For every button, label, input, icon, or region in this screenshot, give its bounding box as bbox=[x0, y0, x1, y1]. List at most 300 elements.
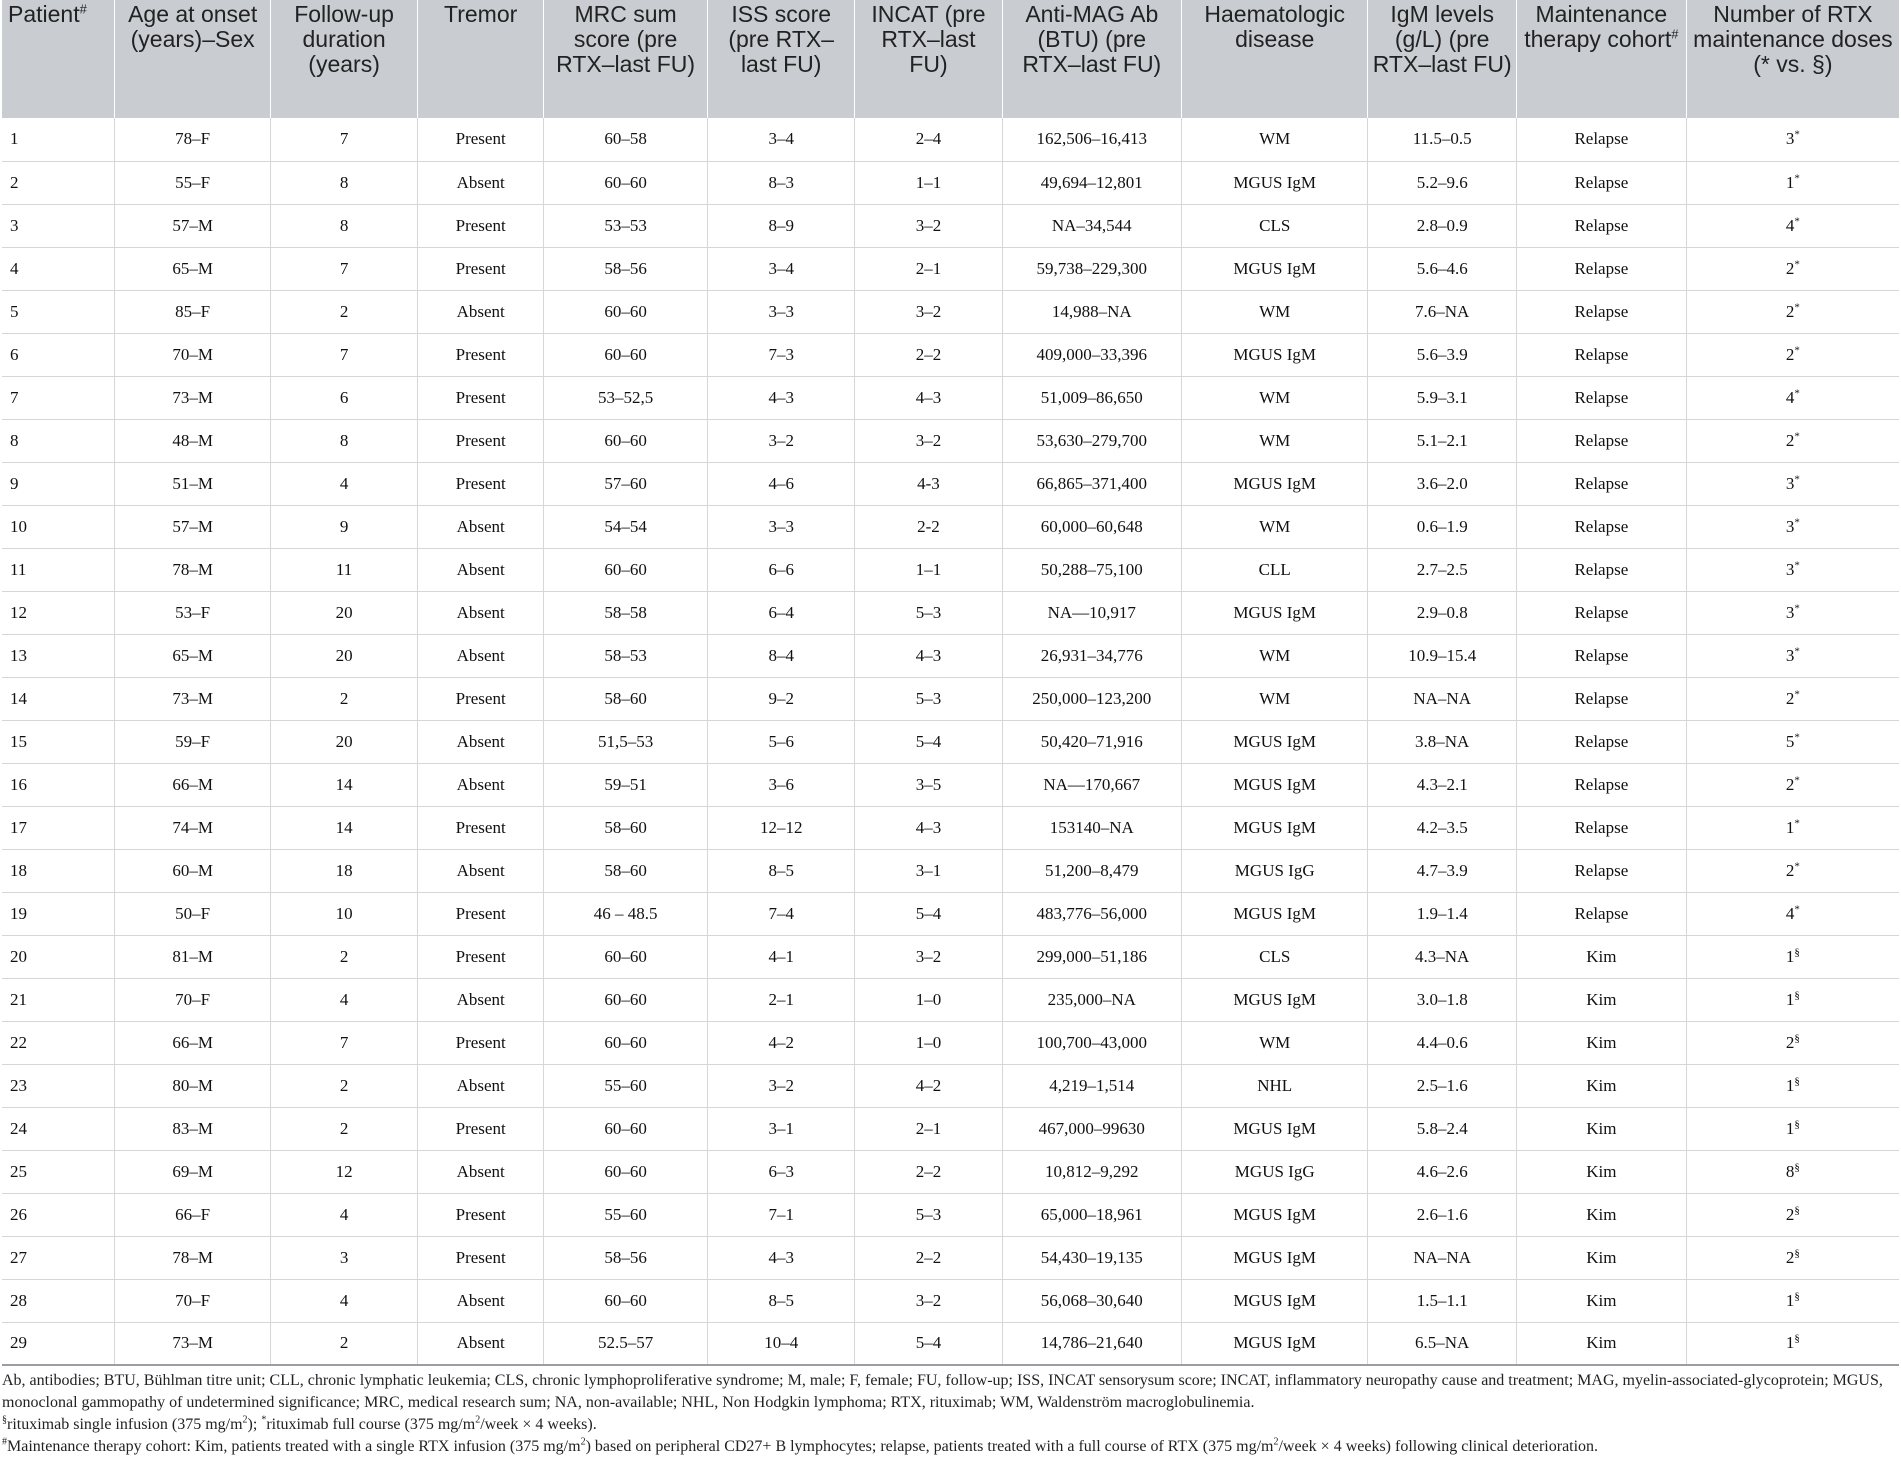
followup-cell: 6 bbox=[270, 376, 417, 419]
incat-cell: 4–3 bbox=[855, 376, 1002, 419]
disease-cell: MGUS IgM bbox=[1181, 806, 1367, 849]
anti-mag-cell: 14,786–21,640 bbox=[1002, 1322, 1181, 1365]
patient-cell: 12 bbox=[2, 591, 115, 634]
iss-cell: 6–4 bbox=[708, 591, 855, 634]
cohort-cell: Relapse bbox=[1516, 376, 1686, 419]
table-row bbox=[2, 118, 1899, 161]
cohort-cell: Relapse bbox=[1516, 462, 1686, 505]
disease-cell: MGUS IgG bbox=[1181, 1150, 1367, 1193]
incat-cell: 5–3 bbox=[855, 1193, 1002, 1236]
igm-cell: 5.1–2.1 bbox=[1368, 419, 1516, 462]
followup-cell: 20 bbox=[270, 591, 417, 634]
doses-cell: 8§ bbox=[1686, 1150, 1899, 1193]
anti-mag-cell: 26,931–34,776 bbox=[1002, 634, 1181, 677]
dose-mark: * bbox=[1794, 816, 1800, 829]
tremor-cell: Present bbox=[418, 462, 544, 505]
cohort-cell: Relapse bbox=[1516, 419, 1686, 462]
patient-cell: 21 bbox=[2, 978, 115, 1021]
table-row bbox=[2, 677, 1899, 720]
table-row bbox=[2, 290, 1899, 333]
doses-cell: 3* bbox=[1686, 505, 1899, 548]
column-header: MRC sum score (pre RTX–last FU) bbox=[544, 0, 708, 118]
table-row bbox=[2, 763, 1899, 806]
table-row bbox=[2, 1107, 1899, 1150]
doses-cell: 1§ bbox=[1686, 1107, 1899, 1150]
table-row bbox=[2, 419, 1899, 462]
age-sex-cell: 69–M bbox=[115, 1150, 271, 1193]
dose-mark: * bbox=[1794, 859, 1800, 872]
patient-cell: 5 bbox=[2, 290, 115, 333]
patient-cell: 26 bbox=[2, 1193, 115, 1236]
dose-mark: * bbox=[1794, 902, 1800, 915]
table-row bbox=[2, 849, 1899, 892]
age-sex-cell: 74–M bbox=[115, 806, 271, 849]
doses-cell: 1§ bbox=[1686, 1322, 1899, 1365]
iss-cell: 10–4 bbox=[708, 1322, 855, 1365]
dose-mark: * bbox=[1794, 601, 1800, 614]
disease-cell: WM bbox=[1181, 1021, 1367, 1064]
patient-cell: 9 bbox=[2, 462, 115, 505]
disease-cell: MGUS IgM bbox=[1181, 763, 1367, 806]
patient-cell: 2 bbox=[2, 161, 115, 204]
igm-cell: 4.4–0.6 bbox=[1368, 1021, 1516, 1064]
table-row bbox=[2, 1150, 1899, 1193]
disease-cell: WM bbox=[1181, 677, 1367, 720]
igm-cell: 5.2–9.6 bbox=[1368, 161, 1516, 204]
dose-mark: * bbox=[1794, 644, 1800, 657]
igm-cell: NA–NA bbox=[1368, 1236, 1516, 1279]
followup-cell: 11 bbox=[270, 548, 417, 591]
tremor-cell: Absent bbox=[418, 1279, 544, 1322]
tremor-cell: Present bbox=[418, 204, 544, 247]
doses-cell: 4* bbox=[1686, 892, 1899, 935]
age-sex-cell: 65–M bbox=[115, 247, 271, 290]
cohort-cell: Kim bbox=[1516, 1236, 1686, 1279]
tremor-cell: Absent bbox=[418, 161, 544, 204]
mrc-cell: 52.5–57 bbox=[544, 1322, 708, 1365]
followup-cell: 3 bbox=[270, 1236, 417, 1279]
doses-cell: 2* bbox=[1686, 247, 1899, 290]
iss-cell: 8–5 bbox=[708, 1279, 855, 1322]
doses-cell: 5* bbox=[1686, 720, 1899, 763]
disease-cell: MGUS IgM bbox=[1181, 1107, 1367, 1150]
table-row bbox=[2, 333, 1899, 376]
cohort-cell: Kim bbox=[1516, 1322, 1686, 1365]
tremor-cell: Present bbox=[418, 677, 544, 720]
tremor-cell: Absent bbox=[418, 978, 544, 1021]
cohort-cell: Relapse bbox=[1516, 204, 1686, 247]
disease-cell: WM bbox=[1181, 419, 1367, 462]
incat-cell: 5–3 bbox=[855, 677, 1002, 720]
anti-mag-cell: NA–34,544 bbox=[1002, 204, 1181, 247]
mrc-cell: 58–53 bbox=[544, 634, 708, 677]
table-body bbox=[2, 118, 1899, 1365]
patient-cell: 18 bbox=[2, 849, 115, 892]
patient-cell: 22 bbox=[2, 1021, 115, 1064]
iss-cell: 9–2 bbox=[708, 677, 855, 720]
incat-cell: 2-2 bbox=[855, 505, 1002, 548]
table-row bbox=[2, 720, 1899, 763]
cohort-footnote: #Maintenance therapy cohort: Kim, patients treated with a single RTX infusion (375 $mg/m^2$) based on peripheral CD27+ B lymphocytes; relapse, patients treated with a full course of RTX (375 $mg/m^2$/week × 4 weeks) following clinical deterioration. bbox=[2, 1436, 1599, 1455]
incat-cell: 5–4 bbox=[855, 720, 1002, 763]
followup-cell: 14 bbox=[270, 806, 417, 849]
dose-mark: § bbox=[1794, 1031, 1800, 1044]
incat-cell: 2–2 bbox=[855, 1150, 1002, 1193]
mrc-cell: 60–60 bbox=[544, 1107, 708, 1150]
iss-cell: 3–2 bbox=[708, 419, 855, 462]
incat-cell: 1–1 bbox=[855, 548, 1002, 591]
column-header: Follow-up duration (years) bbox=[270, 0, 417, 118]
anti-mag-cell: 51,200–8,479 bbox=[1002, 849, 1181, 892]
age-sex-cell: 60–M bbox=[115, 849, 271, 892]
mrc-cell: 60–60 bbox=[544, 978, 708, 1021]
anti-mag-cell: NA—170,667 bbox=[1002, 763, 1181, 806]
iss-cell: 6–3 bbox=[708, 1150, 855, 1193]
incat-cell: 4–3 bbox=[855, 634, 1002, 677]
tremor-cell: Present bbox=[418, 333, 544, 376]
patient-cell: 25 bbox=[2, 1150, 115, 1193]
igm-cell: 3.8–NA bbox=[1368, 720, 1516, 763]
disease-cell: WM bbox=[1181, 376, 1367, 419]
tremor-cell: Present bbox=[418, 1193, 544, 1236]
iss-cell: 3–6 bbox=[708, 763, 855, 806]
incat-cell: 1–1 bbox=[855, 161, 1002, 204]
age-sex-cell: 73–M bbox=[115, 677, 271, 720]
igm-cell: 3.0–1.8 bbox=[1368, 978, 1516, 1021]
anti-mag-cell: 4,219–1,514 bbox=[1002, 1064, 1181, 1107]
igm-cell: 5.8–2.4 bbox=[1368, 1107, 1516, 1150]
followup-cell: 9 bbox=[270, 505, 417, 548]
cohort-cell: Relapse bbox=[1516, 763, 1686, 806]
doses-cell: 2* bbox=[1686, 333, 1899, 376]
dose-mark: * bbox=[1794, 429, 1800, 442]
igm-cell: 5.9–3.1 bbox=[1368, 376, 1516, 419]
dose-mark: * bbox=[1794, 128, 1800, 141]
dose-mark: § bbox=[1794, 1074, 1800, 1087]
disease-cell: WM bbox=[1181, 290, 1367, 333]
dose-mark: * bbox=[1794, 171, 1800, 184]
incat-cell: 3–2 bbox=[855, 1279, 1002, 1322]
igm-cell: 2.9–0.8 bbox=[1368, 591, 1516, 634]
incat-cell: 3–2 bbox=[855, 290, 1002, 333]
tremor-cell: Present bbox=[418, 247, 544, 290]
patient-cell: 17 bbox=[2, 806, 115, 849]
iss-cell: 7–3 bbox=[708, 333, 855, 376]
tremor-cell: Present bbox=[418, 1236, 544, 1279]
doses-cell: 3* bbox=[1686, 462, 1899, 505]
cohort-cell: Kim bbox=[1516, 978, 1686, 1021]
followup-cell: 7 bbox=[270, 247, 417, 290]
age-sex-cell: 70–F bbox=[115, 978, 271, 1021]
cohort-cell: Relapse bbox=[1516, 892, 1686, 935]
patient-cell: 6 bbox=[2, 333, 115, 376]
iss-cell: 8–3 bbox=[708, 161, 855, 204]
iss-cell: 12–12 bbox=[708, 806, 855, 849]
incat-cell: 5–4 bbox=[855, 892, 1002, 935]
mrc-cell: 58–56 bbox=[544, 247, 708, 290]
table-row bbox=[2, 892, 1899, 935]
table-row bbox=[2, 806, 1899, 849]
igm-cell: 4.6–2.6 bbox=[1368, 1150, 1516, 1193]
doses-cell: 1§ bbox=[1686, 1064, 1899, 1107]
dose-mark: * bbox=[1794, 300, 1800, 313]
incat-cell: 2–2 bbox=[855, 333, 1002, 376]
mrc-cell: 55–60 bbox=[544, 1193, 708, 1236]
anti-mag-cell: 60,000–60,648 bbox=[1002, 505, 1181, 548]
patient-cell: 8 bbox=[2, 419, 115, 462]
table-header-row bbox=[2, 0, 1899, 118]
doses-cell: 2§ bbox=[1686, 1236, 1899, 1279]
followup-cell: 2 bbox=[270, 935, 417, 978]
dose-mark: * bbox=[1794, 472, 1800, 485]
tremor-cell: Present bbox=[418, 1107, 544, 1150]
followup-cell: 20 bbox=[270, 634, 417, 677]
igm-cell: 0.6–1.9 bbox=[1368, 505, 1516, 548]
cohort-cell: Relapse bbox=[1516, 333, 1686, 376]
footnotes bbox=[2, 1370, 1892, 1458]
age-sex-cell: 78–M bbox=[115, 548, 271, 591]
mrc-cell: 58–60 bbox=[544, 677, 708, 720]
anti-mag-cell: 14,988–NA bbox=[1002, 290, 1181, 333]
column-header: Maintenance therapy cohort# bbox=[1516, 0, 1686, 118]
table-row bbox=[2, 634, 1899, 677]
doses-cell: 1§ bbox=[1686, 935, 1899, 978]
disease-cell: CLS bbox=[1181, 204, 1367, 247]
disease-cell: MGUS IgM bbox=[1181, 1193, 1367, 1236]
anti-mag-cell: 51,009–86,650 bbox=[1002, 376, 1181, 419]
cohort-cell: Relapse bbox=[1516, 720, 1686, 763]
tremor-cell: Present bbox=[418, 1021, 544, 1064]
tremor-cell: Present bbox=[418, 118, 544, 161]
patient-cell: 19 bbox=[2, 892, 115, 935]
igm-cell: 2.7–2.5 bbox=[1368, 548, 1516, 591]
incat-cell: 3–1 bbox=[855, 849, 1002, 892]
incat-cell: 4–2 bbox=[855, 1064, 1002, 1107]
anti-mag-cell: 66,865–371,400 bbox=[1002, 462, 1181, 505]
patient-cell: 15 bbox=[2, 720, 115, 763]
tremor-cell: Present bbox=[418, 806, 544, 849]
dose-mark: § bbox=[1794, 1117, 1800, 1130]
igm-cell: 2.5–1.6 bbox=[1368, 1064, 1516, 1107]
iss-cell: 4–1 bbox=[708, 935, 855, 978]
mrc-cell: 46 – 48.5 bbox=[544, 892, 708, 935]
mrc-cell: 57–60 bbox=[544, 462, 708, 505]
igm-cell: 10.9–15.4 bbox=[1368, 634, 1516, 677]
cohort-cell: Relapse bbox=[1516, 118, 1686, 161]
mrc-cell: 60–60 bbox=[544, 548, 708, 591]
mrc-cell: 60–60 bbox=[544, 419, 708, 462]
age-sex-cell: 73–M bbox=[115, 1322, 271, 1365]
iss-cell: 3–2 bbox=[708, 1064, 855, 1107]
column-header: Haematologic disease bbox=[1181, 0, 1367, 118]
igm-cell: 4.7–3.9 bbox=[1368, 849, 1516, 892]
column-header: INCAT (pre RTX–last FU) bbox=[855, 0, 1002, 118]
anti-mag-cell: 65,000–18,961 bbox=[1002, 1193, 1181, 1236]
age-sex-cell: 50–F bbox=[115, 892, 271, 935]
patient-cell: 11 bbox=[2, 548, 115, 591]
doses-cell: 1§ bbox=[1686, 1279, 1899, 1322]
disease-cell: MGUS IgM bbox=[1181, 720, 1367, 763]
mrc-cell: 60–60 bbox=[544, 1021, 708, 1064]
doses-cell: 3* bbox=[1686, 634, 1899, 677]
tremor-cell: Absent bbox=[418, 548, 544, 591]
iss-cell: 3–1 bbox=[708, 1107, 855, 1150]
cohort-cell: Relapse bbox=[1516, 161, 1686, 204]
dose-mark: * bbox=[1794, 343, 1800, 356]
iss-cell: 6–6 bbox=[708, 548, 855, 591]
followup-cell: 7 bbox=[270, 1021, 417, 1064]
igm-cell: 7.6–NA bbox=[1368, 290, 1516, 333]
patient-cell: 10 bbox=[2, 505, 115, 548]
tremor-cell: Absent bbox=[418, 591, 544, 634]
iss-cell: 8–9 bbox=[708, 204, 855, 247]
followup-cell: 8 bbox=[270, 419, 417, 462]
followup-cell: 2 bbox=[270, 1064, 417, 1107]
followup-cell: 7 bbox=[270, 333, 417, 376]
mrc-cell: 55–60 bbox=[544, 1064, 708, 1107]
patient-cell: 24 bbox=[2, 1107, 115, 1150]
age-sex-cell: 81–M bbox=[115, 935, 271, 978]
dose-mark: * bbox=[1794, 214, 1800, 227]
tremor-cell: Absent bbox=[418, 849, 544, 892]
patient-cell: 16 bbox=[2, 763, 115, 806]
disease-cell: MGUS IgM bbox=[1181, 1322, 1367, 1365]
doses-cell: 1§ bbox=[1686, 978, 1899, 1021]
dose-mark: * bbox=[1794, 257, 1800, 270]
cohort-cell: Relapse bbox=[1516, 290, 1686, 333]
anti-mag-cell: 235,000–NA bbox=[1002, 978, 1181, 1021]
column-header: IgM levels (g/L) (pre RTX–last FU) bbox=[1368, 0, 1516, 118]
disease-cell: MGUS IgM bbox=[1181, 1279, 1367, 1322]
iss-cell: 5–6 bbox=[708, 720, 855, 763]
age-sex-cell: 66–M bbox=[115, 763, 271, 806]
table-row bbox=[2, 1236, 1899, 1279]
incat-cell: 5–3 bbox=[855, 591, 1002, 634]
cohort-cell: Relapse bbox=[1516, 677, 1686, 720]
age-sex-cell: 55–F bbox=[115, 161, 271, 204]
followup-cell: 2 bbox=[270, 290, 417, 333]
age-sex-cell: 73–M bbox=[115, 376, 271, 419]
dose-mark: * bbox=[1794, 687, 1800, 700]
patient-cell: 28 bbox=[2, 1279, 115, 1322]
tremor-cell: Absent bbox=[418, 1064, 544, 1107]
dose-mark: § bbox=[1794, 1160, 1800, 1173]
anti-mag-cell: 50,288–75,100 bbox=[1002, 548, 1181, 591]
table-row bbox=[2, 376, 1899, 419]
tremor-cell: Present bbox=[418, 419, 544, 462]
column-header: ISS score (pre RTX–last FU) bbox=[708, 0, 855, 118]
table-row bbox=[2, 1193, 1899, 1236]
dose-mark: * bbox=[1794, 773, 1800, 786]
disease-cell: CLL bbox=[1181, 548, 1367, 591]
disease-cell: NHL bbox=[1181, 1064, 1367, 1107]
dose-mark: * bbox=[1794, 386, 1800, 399]
doses-cell: 2* bbox=[1686, 290, 1899, 333]
age-sex-cell: 57–M bbox=[115, 204, 271, 247]
age-sex-cell: 70–M bbox=[115, 333, 271, 376]
patient-cell: 27 bbox=[2, 1236, 115, 1279]
incat-cell: 4–3 bbox=[855, 806, 1002, 849]
table-row bbox=[2, 548, 1899, 591]
age-sex-cell: 51–M bbox=[115, 462, 271, 505]
doses-cell: 3* bbox=[1686, 591, 1899, 634]
patient-cell: 29 bbox=[2, 1322, 115, 1365]
iss-cell: 4–2 bbox=[708, 1021, 855, 1064]
cohort-cell: Kim bbox=[1516, 1193, 1686, 1236]
table-row bbox=[2, 1021, 1899, 1064]
mrc-cell: 60–60 bbox=[544, 1279, 708, 1322]
incat-cell: 2–1 bbox=[855, 1107, 1002, 1150]
tremor-cell: Present bbox=[418, 935, 544, 978]
mrc-cell: 60–60 bbox=[544, 161, 708, 204]
tremor-cell: Absent bbox=[418, 1150, 544, 1193]
mrc-cell: 58–56 bbox=[544, 1236, 708, 1279]
iss-cell: 4–6 bbox=[708, 462, 855, 505]
incat-cell: 2–4 bbox=[855, 118, 1002, 161]
dose-mark: § bbox=[1794, 945, 1800, 958]
disease-cell: WM bbox=[1181, 634, 1367, 677]
mrc-cell: 60–60 bbox=[544, 290, 708, 333]
doses-cell: 3* bbox=[1686, 548, 1899, 591]
followup-cell: 12 bbox=[270, 1150, 417, 1193]
anti-mag-cell: 409,000–33,396 bbox=[1002, 333, 1181, 376]
doses-cell: 2* bbox=[1686, 763, 1899, 806]
tremor-cell: Absent bbox=[418, 505, 544, 548]
mrc-cell: 54–54 bbox=[544, 505, 708, 548]
cohort-cell: Kim bbox=[1516, 935, 1686, 978]
cohort-cell: Relapse bbox=[1516, 849, 1686, 892]
igm-cell: 5.6–4.6 bbox=[1368, 247, 1516, 290]
column-header: Age at onset (years)–Sex bbox=[115, 0, 271, 118]
iss-cell: 7–1 bbox=[708, 1193, 855, 1236]
incat-cell: 3–2 bbox=[855, 419, 1002, 462]
age-sex-cell: 48–M bbox=[115, 419, 271, 462]
age-sex-cell: 66–M bbox=[115, 1021, 271, 1064]
incat-cell: 1–0 bbox=[855, 1021, 1002, 1064]
igm-cell: 5.6–3.9 bbox=[1368, 333, 1516, 376]
incat-cell: 2–2 bbox=[855, 1236, 1002, 1279]
mrc-cell: 60–58 bbox=[544, 118, 708, 161]
followup-cell: 20 bbox=[270, 720, 417, 763]
column-header: Patient# bbox=[2, 0, 115, 118]
incat-cell: 3–2 bbox=[855, 935, 1002, 978]
igm-cell: 3.6–2.0 bbox=[1368, 462, 1516, 505]
followup-cell: 2 bbox=[270, 1107, 417, 1150]
igm-cell: 4.3–2.1 bbox=[1368, 763, 1516, 806]
anti-mag-cell: 54,430–19,135 bbox=[1002, 1236, 1181, 1279]
doses-cell: 1* bbox=[1686, 161, 1899, 204]
mrc-cell: 60–60 bbox=[544, 333, 708, 376]
patient-cell: 7 bbox=[2, 376, 115, 419]
patient-cell: 1 bbox=[2, 118, 115, 161]
mrc-cell: 58–58 bbox=[544, 591, 708, 634]
incat-cell: 3–5 bbox=[855, 763, 1002, 806]
igm-cell: 2.6–1.6 bbox=[1368, 1193, 1516, 1236]
tremor-cell: Absent bbox=[418, 290, 544, 333]
anti-mag-cell: 100,700–43,000 bbox=[1002, 1021, 1181, 1064]
mrc-cell: 53–53 bbox=[544, 204, 708, 247]
dose-mark: * bbox=[1794, 515, 1800, 528]
followup-cell: 4 bbox=[270, 978, 417, 1021]
cohort-cell: Relapse bbox=[1516, 634, 1686, 677]
doses-cell: 4* bbox=[1686, 204, 1899, 247]
followup-cell: 8 bbox=[270, 204, 417, 247]
igm-cell: NA–NA bbox=[1368, 677, 1516, 720]
dose-mark: § bbox=[1794, 1332, 1800, 1345]
anti-mag-cell: 162,506–16,413 bbox=[1002, 118, 1181, 161]
anti-mag-cell: 467,000–99630 bbox=[1002, 1107, 1181, 1150]
age-sex-cell: 78–M bbox=[115, 1236, 271, 1279]
